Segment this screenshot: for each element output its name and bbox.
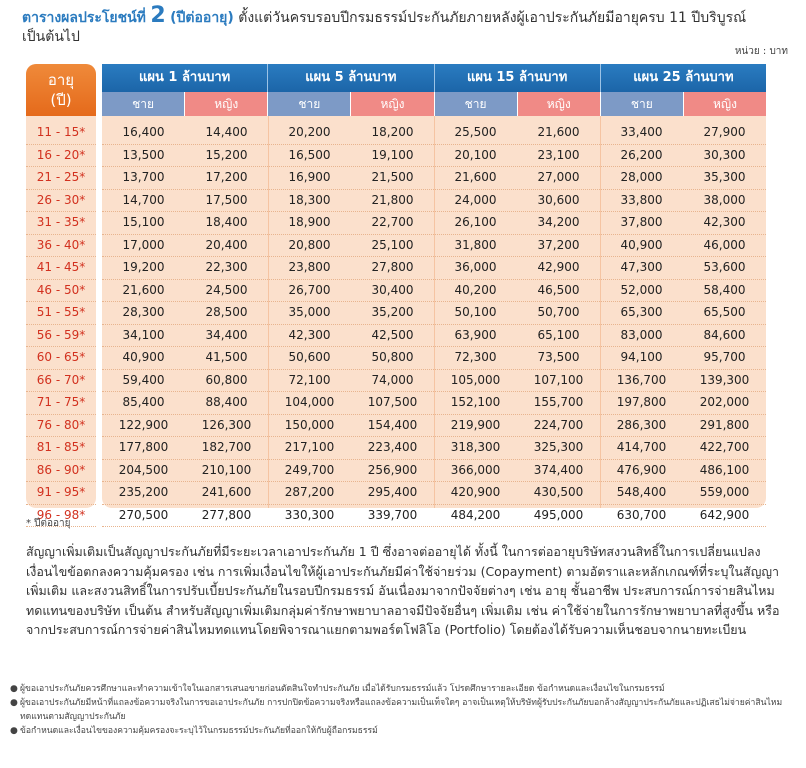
gender-male-header: ชาย <box>435 92 518 116</box>
premium-male-cell: 476,900 <box>616 462 667 477</box>
premium-male-cell: 18,900 <box>288 215 331 229</box>
premium-male-cell: 21,600 <box>122 282 165 297</box>
gender-female-header: หญิง <box>684 92 766 116</box>
premium-female-cell: 65,500 <box>703 305 746 319</box>
premium-male-cell: 15,100 <box>122 215 165 229</box>
premium-male-cell: 19,200 <box>122 260 165 274</box>
premium-male-cell: 249,700 <box>284 462 335 477</box>
age-cell: 21 - 25* <box>26 167 96 190</box>
premium-female-cell: 34,200 <box>537 215 580 229</box>
premium-female-cell: 21,500 <box>371 170 414 184</box>
premium-male-cell: 23,800 <box>288 260 331 274</box>
premium-male-cell: 630,700 <box>616 507 667 522</box>
premium-male-cell: 50,600 <box>288 350 331 364</box>
title-suffix: (ปีต่ออายุ) <box>170 10 234 26</box>
premium-female-cell: 256,900 <box>367 462 418 477</box>
premium-female-cell: 126,300 <box>201 417 252 432</box>
premium-female-cell: 154,400 <box>367 417 418 432</box>
age-cell: 66 - 70* <box>26 370 96 393</box>
premium-female-cell: 50,700 <box>537 305 580 319</box>
plan-header-1: แผน 1 ล้านบาท <box>102 64 268 92</box>
premium-female-cell: 291,800 <box>699 417 750 432</box>
premium-female-cell: 46,500 <box>537 282 580 297</box>
premium-male-cell: 217,100 <box>284 440 335 454</box>
age-cell: 31 - 35* <box>26 212 96 235</box>
age-header-unit: (ปี) <box>50 91 72 109</box>
age-cell: 81 - 85* <box>26 437 96 460</box>
bullet-item <box>8 696 798 724</box>
plan-header-row <box>102 64 766 92</box>
premium-female-cell: 14,400 <box>205 125 248 139</box>
premium-female-cell: 34,400 <box>205 327 248 342</box>
premium-male-cell: 33,400 <box>620 125 663 139</box>
premium-female-cell: 42,900 <box>537 260 580 274</box>
gender-female-header: หญิง <box>351 92 434 116</box>
premium-female-cell: 295,400 <box>367 485 418 499</box>
bullet-text: ผู้ขอเอาประกันภัยควรศึกษาและทำความเข้าใจในเอกสารเสนอขายก่อนตัดสินใจทำประกันภัย เมื่อได้รับกรมธรรม์แล้ว โปรดศึกษารายละเอียด ข้อกำหนดและเงื่อนไขในกรมธรรม์ <box>20 684 665 694</box>
premium-female-cell: 139,300 <box>699 372 750 387</box>
premium-female-cell: 50,800 <box>371 350 414 364</box>
premium-female-cell: 223,400 <box>367 440 418 454</box>
premium-male-cell: 177,800 <box>118 440 169 454</box>
bullet-dot-icon: ● <box>10 698 18 708</box>
premium-male-cell: 42,300 <box>288 327 331 342</box>
gender-male-header: ชาย <box>601 92 684 116</box>
benefit-table <box>26 64 766 522</box>
premium-female-cell: 28,500 <box>205 305 248 319</box>
premium-female-cell: 15,200 <box>205 147 248 162</box>
age-rows <box>26 122 96 527</box>
premium-male-cell: 330,300 <box>284 507 335 522</box>
premium-female-cell: 19,100 <box>371 147 414 162</box>
premium-male-cell: 59,400 <box>122 372 165 387</box>
premium-male-cell: 47,300 <box>620 260 663 274</box>
premium-male-cell: 286,300 <box>616 417 667 432</box>
table-row <box>102 212 766 235</box>
premium-female-cell: 42,500 <box>371 327 414 342</box>
plan-header-25: แผน 25 ล้านบาท <box>601 64 766 92</box>
premium-female-cell: 18,200 <box>371 125 414 139</box>
age-cell: 56 - 59* <box>26 325 96 348</box>
age-cell: 16 - 20* <box>26 145 96 168</box>
premium-female-cell: 241,600 <box>201 485 252 499</box>
age-cell: 51 - 55* <box>26 302 96 325</box>
table-row <box>102 280 766 303</box>
bullet-text: ผู้ขอเอาประกันภัยมีหน้าที่แถลงข้อความจริงในการขอเอาประกันภัย การปกปิดข้อความจริงหรือแถลงข้อความเป็นเท็จใดๆ อาจเป็นเหตุให้บริษัทผู้รับประกันภัยบอกล้างสัญญาประกันภัยและปฏิเสธไม่จ่ายค่าสินไหมทดแทนตามสัญญาประกันภัย <box>20 698 783 722</box>
premium-female-cell: 22,700 <box>371 215 414 229</box>
title-rest: ตั้งแต่วันครบรอบปีกรมธรรม์ประกันภัยภายหลังผู้เอาประกันภัยมีอายุครบ 11 ปีบริบูรณ์ <box>238 10 747 26</box>
premium-male-cell: 14,700 <box>122 192 165 207</box>
table-row <box>102 257 766 280</box>
premium-female-cell: 95,700 <box>703 350 746 364</box>
premium-male-cell: 63,900 <box>454 327 497 342</box>
premium-male-cell: 34,100 <box>122 327 165 342</box>
premium-male-cell: 420,900 <box>450 485 501 499</box>
bullet-dot-icon: ● <box>10 684 18 694</box>
premium-male-cell: 72,100 <box>288 372 331 387</box>
plan-header-5: แผน 5 ล้านบาท <box>268 64 434 92</box>
bullet-text: ข้อกำหนดและเงื่อนไขของความคุ้มครองจะระบุไว้ในกรมธรรม์ประกันภัยที่ออกให้กับผู้ถือกรมธรรม์ <box>20 726 378 736</box>
premium-female-cell: 65,100 <box>537 327 580 342</box>
gender-male-header: ชาย <box>268 92 351 116</box>
unit-label: หน่วย : บาท <box>734 46 788 57</box>
table-row <box>102 347 766 370</box>
premium-female-cell: 202,000 <box>699 395 750 409</box>
premium-male-cell: 219,900 <box>450 417 501 432</box>
premium-female-cell: 21,600 <box>537 125 580 139</box>
premium-male-cell: 20,800 <box>288 237 331 252</box>
age-cell: 71 - 75* <box>26 392 96 415</box>
table-row <box>102 167 766 190</box>
table-row <box>102 460 766 483</box>
age-cell: 91 - 95* <box>26 482 96 505</box>
age-cell: 76 - 80* <box>26 415 96 438</box>
table-row <box>102 145 766 168</box>
premium-male-cell: 20,100 <box>454 147 497 162</box>
premium-male-cell: 366,000 <box>450 462 501 477</box>
premium-male-cell: 31,800 <box>454 237 497 252</box>
premium-female-cell: 559,000 <box>699 485 750 499</box>
premium-female-cell: 422,700 <box>699 440 750 454</box>
footnote: * ปีต่ออายุ <box>26 518 71 529</box>
age-cell: 46 - 50* <box>26 280 96 303</box>
premium-male-cell: 26,200 <box>620 147 663 162</box>
premium-female-cell: 21,800 <box>371 192 414 207</box>
title-line2: เป็นต้นไป <box>22 29 80 45</box>
premium-male-cell: 24,000 <box>454 192 497 207</box>
premium-male-cell: 414,700 <box>616 440 667 454</box>
premium-female-cell: 22,300 <box>205 260 248 274</box>
premium-female-cell: 107,100 <box>533 372 584 387</box>
title-prefix: ตารางผลประโยชน์ที่ <box>22 10 146 26</box>
table-row <box>102 122 766 145</box>
premium-female-cell: 41,500 <box>205 350 248 364</box>
premium-male-cell: 318,300 <box>450 440 501 454</box>
premium-female-cell: 42,300 <box>703 215 746 229</box>
premium-female-cell: 58,400 <box>703 282 746 297</box>
premium-female-cell: 24,500 <box>205 282 248 297</box>
premium-female-cell: 27,000 <box>537 170 580 184</box>
premium-male-cell: 152,100 <box>450 395 501 409</box>
premium-female-cell: 27,800 <box>371 260 414 274</box>
premium-female-cell: 30,600 <box>537 192 580 207</box>
premium-male-cell: 37,800 <box>620 215 663 229</box>
premium-female-cell: 17,200 <box>205 170 248 184</box>
premium-male-cell: 150,000 <box>284 417 335 432</box>
premium-female-cell: 20,400 <box>205 237 248 252</box>
premium-male-cell: 18,300 <box>288 192 331 207</box>
table-row <box>102 325 766 348</box>
premium-male-cell: 40,900 <box>620 237 663 252</box>
premium-male-cell: 484,200 <box>450 507 501 522</box>
table-row <box>102 370 766 393</box>
age-header <box>26 64 96 116</box>
table-row <box>102 235 766 258</box>
premium-female-cell: 74,000 <box>371 372 414 387</box>
premium-male-cell: 28,000 <box>620 170 663 184</box>
age-cell: 11 - 15* <box>26 122 96 145</box>
premium-male-cell: 17,000 <box>122 237 165 252</box>
gender-male-header: ชาย <box>102 92 185 116</box>
premium-male-cell: 270,500 <box>118 507 169 522</box>
premium-female-cell: 155,700 <box>533 395 584 409</box>
premium-data <box>102 64 766 522</box>
title-number: 2 <box>150 3 166 28</box>
premium-male-cell: 16,500 <box>288 147 331 162</box>
premium-male-cell: 235,200 <box>118 485 169 499</box>
premium-female-cell: 495,000 <box>533 507 584 522</box>
premium-male-cell: 83,000 <box>620 327 663 342</box>
premium-female-cell: 30,300 <box>703 147 746 162</box>
premium-male-cell: 136,700 <box>616 372 667 387</box>
premium-female-cell: 35,200 <box>371 305 414 319</box>
premium-male-cell: 20,200 <box>288 125 331 139</box>
premium-male-cell: 204,500 <box>118 462 169 477</box>
premium-female-cell: 35,300 <box>703 170 746 184</box>
premium-male-cell: 16,400 <box>122 125 165 139</box>
gender-header-row <box>102 92 766 116</box>
premium-female-cell: 17,500 <box>205 192 248 207</box>
premium-male-cell: 35,000 <box>288 305 331 319</box>
premium-male-cell: 26,100 <box>454 215 497 229</box>
plan-header-15: แผน 15 ล้านบาท <box>435 64 601 92</box>
table-row <box>102 392 766 415</box>
premium-male-cell: 94,100 <box>620 350 663 364</box>
premium-male-cell: 13,700 <box>122 170 165 184</box>
premium-male-cell: 33,800 <box>620 192 663 207</box>
premium-male-cell: 548,400 <box>616 485 667 499</box>
premium-male-cell: 16,900 <box>288 170 331 184</box>
premium-female-cell: 25,100 <box>371 237 414 252</box>
premium-female-cell: 374,400 <box>533 462 584 477</box>
premium-male-cell: 72,300 <box>454 350 497 364</box>
premium-male-cell: 104,000 <box>284 395 335 409</box>
table-row <box>102 505 766 528</box>
premium-female-cell: 486,100 <box>699 462 750 477</box>
premium-female-cell: 37,200 <box>537 237 580 252</box>
table-row <box>102 415 766 438</box>
premium-male-cell: 26,700 <box>288 282 331 297</box>
age-cell: 36 - 40* <box>26 235 96 258</box>
premium-male-cell: 287,200 <box>284 485 335 499</box>
bullet-item <box>8 682 798 696</box>
gender-female-header: หญิง <box>518 92 601 116</box>
premium-male-cell: 105,000 <box>450 372 501 387</box>
premium-female-cell: 23,100 <box>537 147 580 162</box>
premium-male-cell: 65,300 <box>620 305 663 319</box>
premium-male-cell: 21,600 <box>454 170 497 184</box>
premium-female-cell: 18,400 <box>205 215 248 229</box>
premium-female-cell: 73,500 <box>537 350 580 364</box>
premium-male-cell: 13,500 <box>122 147 165 162</box>
premium-female-cell: 107,500 <box>367 395 418 409</box>
age-cell: 96 - 98* <box>26 505 96 528</box>
premium-female-cell: 224,700 <box>533 417 584 432</box>
table-row <box>102 302 766 325</box>
premium-female-cell: 277,800 <box>201 507 252 522</box>
table-row <box>102 482 766 505</box>
age-column <box>26 64 96 522</box>
premium-male-cell: 36,000 <box>454 260 497 274</box>
age-cell: 26 - 30* <box>26 190 96 213</box>
premium-female-cell: 60,800 <box>205 372 248 387</box>
premium-female-cell: 53,600 <box>703 260 746 274</box>
premium-female-cell: 642,900 <box>699 507 750 522</box>
age-header-label: อายุ <box>47 71 75 89</box>
premium-female-cell: 84,600 <box>703 327 746 342</box>
premium-female-cell: 88,400 <box>205 395 248 409</box>
page-title <box>22 3 792 46</box>
bullet-list <box>8 682 798 738</box>
premium-male-cell: 40,200 <box>454 282 497 297</box>
premium-female-cell: 430,500 <box>533 485 584 499</box>
premium-female-cell: 339,700 <box>367 507 418 522</box>
gender-female-header: หญิง <box>185 92 268 116</box>
premium-male-cell: 40,900 <box>122 350 165 364</box>
premium-female-cell: 325,300 <box>533 440 584 454</box>
table-row <box>102 437 766 460</box>
premium-male-cell: 50,100 <box>454 305 497 319</box>
premium-female-cell: 27,900 <box>703 125 746 139</box>
premium-male-cell: 122,900 <box>118 417 169 432</box>
age-cell: 60 - 65* <box>26 347 96 370</box>
age-cell: 41 - 45* <box>26 257 96 280</box>
premium-male-cell: 25,500 <box>454 125 497 139</box>
data-rows <box>102 122 766 527</box>
premium-female-cell: 210,100 <box>201 462 252 477</box>
premium-male-cell: 85,400 <box>122 395 165 409</box>
table-row <box>102 190 766 213</box>
premium-male-cell: 52,000 <box>620 282 663 297</box>
premium-female-cell: 46,000 <box>703 237 746 252</box>
premium-male-cell: 28,300 <box>122 305 165 319</box>
premium-female-cell: 38,000 <box>703 192 746 207</box>
bullet-dot-icon: ● <box>10 726 18 736</box>
age-cell: 86 - 90* <box>26 460 96 483</box>
premium-female-cell: 182,700 <box>201 440 252 454</box>
premium-male-cell: 197,800 <box>616 395 667 409</box>
disclaimer-paragraph: สัญญาเพิ่มเติมเป็นสัญญาประกันภัยที่มีระยะเวลาเอาประกันภัย 1 ปี ซึ่งอาจต่ออายุได้ ทั้งนี้ ในการต่ออายุบริษัทสงวนสิทธิ์ในการเปลี่ยนแปลงเงื่อนไขข้อตกลงความคุ้มครอง เช่น การเพิ่มเงื่อนไขให้ผู้เอาประกันภัยมีค่าใช้จ่ายร่วม (Copayment) ตามอัตราและหลักเกณฑ์ที่ระบุในสัญญาเพิ่มเติม และสงวนสิทธิ์ในการปรับเบี้ยประกันภัยในรอบปีกรมธรรม์ อันเนื่องมาจากปัจจัยต่างๆ เช่น อายุ ชั้นอาชีพ ประสบการณ์การจ่ายสินไหมทดแทนของบริษัท เป็นต้น สำหรับสัญญาเพิ่มเติมกลุ่มค่ารักษาพยาบาลอาจมีปัจจัยอื่นๆ เพิ่มเติม เช่น ค่าใช้จ่ายในการรักษาพยาบาลที่สูงขึ้น หรือจากประสบการณ์การจ่ายค่าสินไหมทดแทนโดยพิจารณาแยกตามพอร์ตโฟลิโอ (Portfolio) โดยต้องได้รับความเห็นชอบจากนายทะเบียน <box>26 544 780 637</box>
premium-female-cell: 30,400 <box>371 282 414 297</box>
bullet-item <box>8 724 798 738</box>
